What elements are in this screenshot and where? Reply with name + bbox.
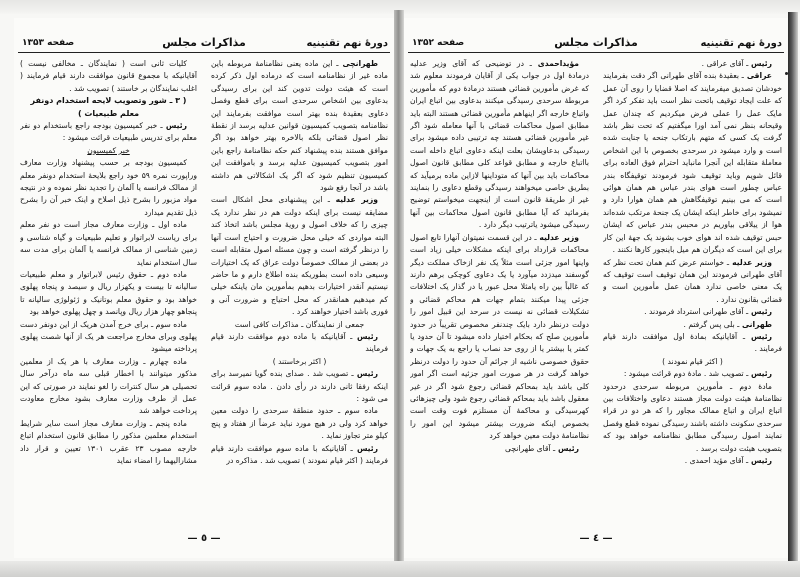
speaker-name: وزیر عدلیه — [729, 257, 772, 267]
paragraph-text: ماده اول ـ وزارت معارف مجاز است دو نفر معلم برای ریاست لابراتوار و تعلیم طبیعیات و گیاه شناسی و زمین شناسی از ممالک فرانسه یا آلمان برای مدت سه سال استخدام نماید — [20, 220, 197, 267]
book-gutter — [394, 10, 404, 577]
speech-paragraph — [211, 331, 388, 356]
speech-paragraph — [410, 58, 589, 232]
speech-paragraph — [603, 257, 782, 307]
speaker-name: رئیس — [555, 443, 579, 453]
speech-paragraph — [603, 319, 782, 331]
text-paragraph — [20, 145, 197, 157]
running-title: مذاکرات مجلس — [162, 36, 246, 49]
speech-paragraph — [211, 443, 388, 468]
paragraph-text: ـ این پیشنهادی محل اشکال است مضایقه نیست برای اینکه دولت هم در نظر ندارد یک چیزی را که خلاف اصول و رویهٔ مجلس باشد اتخاذ کند البته مواردی که خیلی محل ضرورت و احتیاج است آنها را درنظر گرفته است و چون مسئله اصول متقابله است در بعضی از ممالک خصوصاً دولت عراق که یک اختیارات وسیعی داده است بطوریکه بنده اطلاع دارم و ما حاضر نیستیم آنقدر اختیارات بدهیم بمأمورین مان یاینکه خیلی کم میدهیم همانقدر که محل احتیاج و ضرورت آنی و فوری باشد اختیار خواهند کرد . — [211, 195, 388, 317]
text-paragraph — [211, 356, 388, 368]
text-paragraph — [211, 319, 388, 331]
paragraph-text: ـ آقای مؤید احمدی . — [684, 456, 749, 465]
paragraph-text: جمعی از نمایندگان ـ مذاکرات کافی است — [234, 319, 365, 329]
paragraph-text: ـ تصویب شد . مادهٔ دوم قرائت میشود : — [623, 369, 749, 379]
speech-paragraph — [410, 443, 589, 455]
paragraph-text: خبر کمیسیون — [87, 145, 130, 155]
speaker-name: مؤیداحمدی — [531, 59, 579, 68]
right-page — [404, 18, 788, 558]
paragraph-text: ـ این ماده یعنی نظامنامهٔ مربوطه باین ماده غیر از نظامنامه است که درماده اول ذکر کرده است که هیئت دولت تدوین کند این برای رسیدگی بدعاوی بین اشخاص سرحدی است برای قطع وفصل دعاوی بعقیدهٔ بنده بهتر است موافقت بفرمایند این نظامنامه بتصویب کمیسیون قوانین عدلیه برسد از نقطهٔ نظر اصول قضائی بلکه بالاخره بهتر خواهد بود اگر موافق هستند بنده پیشنهاد کنم حکه نظامنامهٔ راجع باین امور بتصویب کمیسیون عدلیه برسد و باموافقت این کمیسیون تنظیم شود که اگر یک اشکالاتی هم داشته باشد در آنجا رفع شود — [211, 59, 388, 193]
session-label: دورهٔ نهم تقنینیه — [700, 38, 782, 49]
paragraph-text: ـ خبر کمیسیون بودجه راجع باستخدام دو نفر معلم برای تدریس طبیعیات قرائت میشود : — [20, 121, 197, 143]
paragraph-text: ـ خواستم عرض کنم همان تحت نظر که آقای طهرانی فرمودند این همان توقیف است توقیف که یک معنی خاصی ندارد همان عمل مأمورین است و قضائی بقانون ندارد . — [603, 257, 782, 304]
speaker-name: طهرانی — [739, 319, 772, 329]
right-page-columns — [410, 58, 782, 524]
text-paragraph — [603, 356, 782, 368]
scan-right-edge — [788, 12, 798, 572]
paragraph-text: ـ در این قسمت نمیتوان آنهارا تابع اصول محاکمات قرارداد برای اینکه مشکلات خیلی زیاد است واینها امور جزئی است مثلاً یک نفر ازخاک مملکت دیگر گوسفند میدزدد میآورد یا یک دعاوی کوچکی برهم دارند که غالباً بین راه یامثلا محل عبور یا در گذار یک اختلافات جزئی پیدا میکنند بتمام جهات هم محاکم قضائی و تشکیلات قضائی نه نیست در سرحد این قبیل امور را دولت درنظر دارد بایک چندنفر مخصوص تقریباً در حدود مأمورین صلح که بحکام اختیار داده میشود تا آن حدود یا کمتر یا بیشتر یا از روی حد نصاب یا راجع به یک جهات و حقوق خصوصی ناشیه از جرائم آن حدود را دولت درنظر خواهد گرفت در هر صورت امور جزئیه است اگر امور کلی باشد باید بمحاکم قضائی رجوع شود اگر در غیر معقول باشد باید بمحاکم قضائی رجوع شود ولی چیزهائی کهرسیدگی و محاکمهٔ آن مستلزم فوت وقت است بخصوص اینکه ضرورت بیشتر میشود این امور را نظامنامهٔ دولت معین خواهد کرد — [410, 232, 589, 441]
text-paragraph — [603, 381, 782, 455]
speaker-name: وزیر عدلیه — [536, 232, 579, 242]
speaker-name: وزیر عدلیه — [329, 195, 378, 205]
speech-paragraph — [603, 70, 782, 256]
page-number-label: صفحه ۱۳۵۲ — [412, 38, 465, 48]
paragraph-text: کلیات ثانی است ( نمایندگان ـ مخالفی نیست ) آقایانیکه با مجموع قانون موافقت دارند قیام فرمایند ( اغلب نمایندگان بر خاستند ) تصویب شد . — [20, 59, 197, 93]
paragraph-text: ماده چهارم ـ وزارت معارف با هر یک از معلمین مذکور میتوانند با اخطار قبلی سه ماه درآخر سال تحصیلی هر سال کنترات را لغو نمایند در صورتی که این عمل از طرف وزارت معارف بشود مخارج معاودت پرداخت خواهد شد — [20, 356, 197, 416]
running-title: مذاکرات مجلس — [554, 36, 638, 49]
speech-paragraph — [211, 58, 388, 194]
right-page-left-column — [410, 58, 589, 524]
paragraph-text: ـ تصویب شد . صدای بنده گویا نمیرسد برای اینکه رفقا ثانی دارند در رأی دادن . ماده سوم قرائت می شود : — [211, 369, 388, 403]
left-page-columns — [20, 58, 388, 524]
paragraph-text: ( ۳ ـ شور وتصویب لایحه استخدام دونفر معلم طبیعیات ) — [30, 96, 187, 118]
scan-bottom-edge — [0, 561, 800, 577]
left-page-header — [18, 32, 390, 53]
speech-paragraph — [211, 194, 388, 318]
speaker-name: رئیس — [162, 121, 187, 131]
text-paragraph — [20, 58, 197, 95]
speech-paragraph — [603, 455, 782, 467]
left-page — [14, 18, 394, 558]
speaker-name: رئیس — [352, 443, 378, 453]
text-paragraph — [20, 356, 197, 418]
text-paragraph — [20, 95, 197, 120]
page-folio: — ٥ — — [187, 533, 221, 544]
paragraph-text: ـ آقای طهرانی استرداد فرمودند . — [644, 307, 749, 317]
text-paragraph — [20, 157, 197, 219]
speaker-name: رئیس — [748, 369, 772, 379]
speech-paragraph — [20, 120, 197, 145]
speaker-name: رئیس — [748, 59, 772, 68]
text-paragraph — [20, 219, 197, 269]
text-paragraph — [211, 405, 388, 442]
paragraph-text: ـ آقای طهرانچی — [505, 443, 556, 453]
speaker-name: رئیس — [353, 369, 378, 379]
paragraph-text: مادهٔ دوم ـ مأمورین مربوطه سرحدی درحدود نظامنامهٔ هیئت دولت مجاز هستند دعاوی واختلافات بین اتباع ایران و اتباع ممالک مجاور را که هر دو در قراء سرحدی سکونت داشته باشند رسیدگی نموده قطع وفصل نمایند اصول رسیدگی مطابق نظامنامه خواهد بود که بتصویب هیئت دولت برسد . — [603, 381, 782, 453]
session-label: دورهٔ نهم تقنینیه — [306, 38, 388, 49]
paragraph-text: ـ بعقیدهٔ بنده آقای طهرانی اگر دقت بفرمایند خودشان تصدیق میفرمایند که اصلا قضایا را روی آن عمل که علت ایجاد توقیف باتحت نظر است باید تفکر کرد اگر مایک عمل را عملی فرض میکردیم که چندان عمل وقیحانه بنظر نمی آمد اورا میگفتیم که تحت نظر باشد گرفت یک کسی که متهم بارتکاب جنحه یا جنایت شده است و وارد میشود در سرحدی بخصوص با این اشخاص معاملهٔ متقابله این آنجرا مانباید احترام فوق العاده برای قائل شویم وباید توقیف شود فرمودند توقیفگاه بندر عباس چطور است هوای بندر عباس هم همان هوائی است که می بینیم توقیفگاهش هم همان هوارا دارد و نمیشود برای خاطر اینکه ایشان یک جنحهٔ مرتکب شده‌اند هوا از ییلاقی بیاوریم در محبس بندر عباس که ایشان حبس توقیف شده اند هوای خوب بشوند یک جههٔ این کار برای این است که دیگران هم میل باینجور کارها نکنند . — [603, 71, 782, 255]
text-paragraph — [20, 269, 197, 319]
page-folio: — ٤ — — [579, 533, 613, 544]
text-paragraph — [20, 319, 197, 356]
speaker-name: عراقی — [743, 71, 772, 81]
speaker-name: رئیس — [748, 456, 772, 465]
left-page-left-column — [20, 58, 197, 524]
speaker-name: رئیس — [745, 331, 772, 341]
page-number-label: صفحه ۱۳۵۳ — [22, 38, 75, 48]
paragraph-text: ( اکثر برخاستند ) — [272, 356, 327, 366]
paragraph-text: ـ آقایانیکه با ماده دوم موافقت دارند قیام فرمایند — [211, 331, 388, 354]
paragraph-text: ـ آقایانیکه با ماده سوم موافقت دارند قیام فرمایند ( اکثر قیام نمودند ) تصویب شد . مذاکره در — [211, 443, 388, 465]
speech-paragraph — [603, 368, 782, 380]
speaker-name: رئیس — [352, 331, 378, 341]
paragraph-text: ماده سوم ـ حدود منطقهٔ سرحدی را دولت معین خواهد کرد ولی در هیچ مورد نباید عرضاً از هفتاد و پنج کیلو متر تجاوز نماید . — [211, 406, 388, 441]
speaker-name: طهرانچی — [338, 59, 378, 68]
speech-paragraph — [410, 232, 589, 443]
left-page-right-column — [211, 58, 388, 524]
speech-paragraph — [603, 331, 782, 356]
speech-paragraph — [603, 306, 782, 318]
paragraph-text: ماده دوم ـ حقوق رئیس لابراتوار و معلم طبیعیات سالیانه تا بیست و یکهزار ریال و سیصد و پنجاه پهلوی خواهد بود و حقوق معلم بوتانیک و ژئولوژی سالیانه تا پنجاهو چهار هزار ریال وپانصد و چهل پهلوی خواهد بود — [20, 269, 197, 317]
paragraph-text: ماده پنجم ـ وزارت معارف مجاز است سایر شرایط استخدام معلمین مذکور را مطابق قانون استخدام اتباع خارجه مصوب ۲۳ عقرب ۱۳۰۱ تعیین و قرار داد مشارالیهما را امضاء نماید — [20, 418, 197, 465]
paragraph-text: ـ در توضیحی که آقای وزیر عدلیه درمادهٔ اول در جواب یکی از آقایان فرمودند معلوم شد که غرض مأمورین قضائی هستند درمادهٔ دوم که مأمورین مربوطهٔ سرحدی رسیدگی میکنند بدعاوی بین اتباع ایران واتباع خارجه اگر اینهاهم مأمورین قضائی هستند البته باید مطابق اصول محاکمات قضائی با آنها معامله شود اگر غیر مأمورین قضائی هستند چه ترتیبی داده میشود برای رسیدگی بدعاویشان بعلت اینکه دعاوی اتباع داخله است بااتباع خارجه و مطابق قواعد کلی مطابق قانون اصول محاکمات باید بین آنها که متوداینها لازاین ماده برمیآید که بطریق خاصی میخواهند رسیدگی وقطع دعاوی را بنمایند غیر از طریقهٔ قانون است از اینجهت میخواستم توضیح بفرمائید که آیا مطابق قانون اصول محاکمات بین آنها رسیدگی میشود یاترتیب دیگر دارد . — [410, 59, 589, 230]
right-page-right-column — [603, 58, 782, 524]
paragraph-text: ـ آقای عراقی . — [701, 59, 749, 68]
paragraph-text: کمیسیون بودجه بر حسب پیشنهاد وزارت معارف وراپورت نمره ۵۹ خود راجع بلایحهٔ استخدام دونفر معلم از ممالک فرانسه یا آلمان را تجدید نظر نموده و در نتیجه مواد مزبور را بشرح ذیل اصلاح و اینک خبر آن را بشرح ذیل تقدیم میدارد — [20, 158, 197, 217]
text-paragraph — [20, 418, 197, 468]
right-page-header — [408, 32, 784, 53]
scan-speck — [785, 72, 788, 75]
speech-paragraph — [211, 368, 388, 405]
paragraph-text: ( اکثر قیام نمودند ) — [662, 356, 723, 366]
paragraph-text: ـ آقایانیکه بمادهٔ اول موافقت دارند قیام فرمایند . — [603, 331, 782, 354]
paragraph-text: ـ بلی پس گرفتم . — [683, 319, 740, 329]
speaker-name: رئیس — [748, 307, 772, 317]
paragraph-text: ماده سوم ـ برای خرج آمدن هریک از این دونفر دست پهلوی وبرای مخارج مراجعت هر یک از آنها شصت پهلوی پرداخته میشود — [20, 319, 197, 354]
speech-paragraph — [603, 58, 782, 70]
